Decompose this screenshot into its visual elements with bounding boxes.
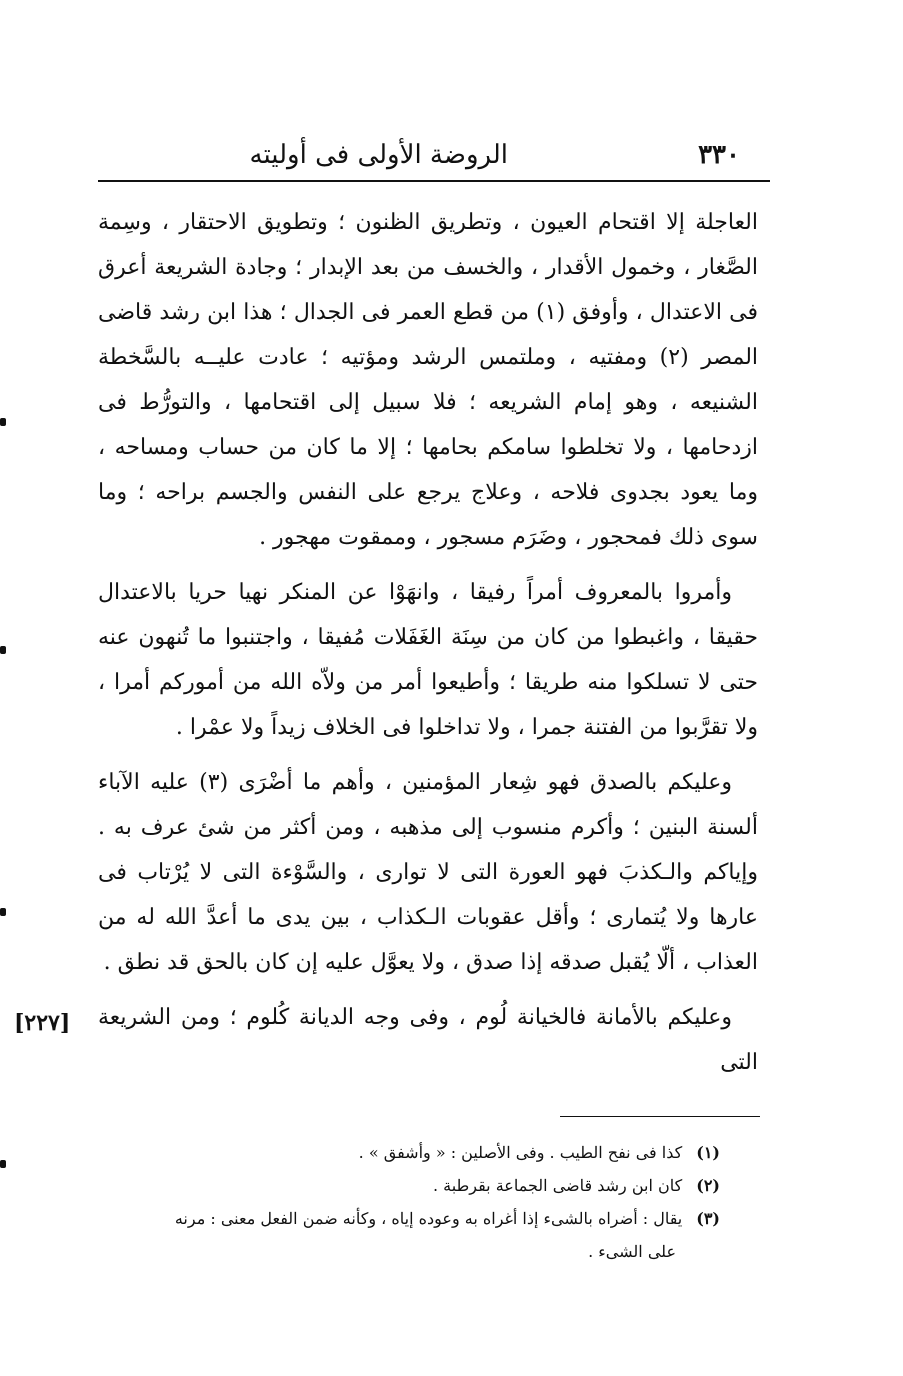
footnote xyxy=(98,1169,720,1202)
footnote-number: (٢) xyxy=(696,1176,720,1195)
page-header xyxy=(98,138,758,182)
footnote xyxy=(98,1136,720,1169)
margin-mark xyxy=(0,1160,6,1168)
footnote-number: (١) xyxy=(696,1143,720,1162)
page-number: ٣٣٠ xyxy=(698,140,740,170)
paragraph: وأمروا بالمعروف أمراً رفيقا ، وانهَوْا عن المنكر نهيا حريا بالاعتدال حقيقا ، واغبطوا من كان من سِنَة الغَفَلات مُفيقا ، واجتنبوا ما تُنهون عنه حتى لا تسلكوا منه طريقا ؛ وأطيعوا أمر من ولاّه الله من أموركم أمرا ، ولا تقرَّبوا من الفتنة جمرا ، ولا تداخلوا فى الخلاف زيداً ولا عمْرا . xyxy=(98,580,758,740)
paragraph: العاجلة إلا اقتحام العيون ، وتطريق الظنون ؛ وتطويق الاحتقار ، وسِمة الصَّغار ، وخمول الأقدار ، والخسف من بعد الإبدار ؛ وجادة الشريعة أعرق فى الاعتدال ، وأوفق (١) من قطع العمر فى الجدال ؛ هذا ابن رشد قاضى المصر (٢) ومفتيه ، وملتمس الرشد ومؤتيه ؛ عادت عليــه بالسَّخطة الشنيعه ، وهو إمام الشريعه ؛ فلا سبيل إلى اقتحامها ، والتورُّط فى ازدحامها ، ولا تخلطوا سامكم بحامها ؛ إلا ما كان من حساب ومساحه ، وما يعود بجدوى فلاحه ، وعلاج يرجع على النفس والجسم براحه ؛ وما سوى ذلك فمحجور ، وضَرَم مسجور ، وممقوت مهجور . xyxy=(98,210,759,550)
running-title: الروضة الأولى فى أوليته xyxy=(249,140,508,170)
footnote-text: كذا فى نفح الطيب . وفى الأصلين : « وأشفق » . xyxy=(358,1143,683,1162)
paragraph: وعليكم بالأمانة فالخيانة لُوم ، وفى وجه الديانة كُلوم ؛ ومن الشريعة التى xyxy=(98,1005,758,1075)
margin-page-reference: [٢٢٧] xyxy=(14,1010,71,1036)
paragraph: وعليكم بالصدق فهو شِعار المؤمنين ، وأهم ما أضْرَى (٣) عليه الآباء ألسنة البنين ؛ وأكرم منسوب إلى مذهبه ، ومن أكثر من شئ عرف به . وإياكم والـكذبَ فهو العورة التى لا توارى ، والسَّوْءة التى لا يُرْتاب فى عارها ولا يُتمارى ؛ وأقل عقوبات الـكذاب ، بين يدى ما أعدَّ الله له من العذاب ، ألّا يُقبل صدقه إذا صدق ، ولا يعوَّل عليه إن كان بالحق قد نطق . xyxy=(98,770,758,975)
footnote-continuation xyxy=(98,1235,720,1268)
footnote-rule xyxy=(560,1116,760,1117)
footnote-text: كان ابن رشد قاضى الجماعة بقرطبة . xyxy=(432,1176,683,1195)
footnote-number: (٣) xyxy=(696,1209,720,1228)
margin-mark xyxy=(0,418,6,426)
footnote xyxy=(98,1202,720,1235)
main-text xyxy=(98,200,758,1085)
margin-mark xyxy=(0,646,6,654)
footnote-text: يقال : أضراه بالشىء إذا أغراه به وعوده إياه ، وكأنه ضمن الفعل معنى : مرنه xyxy=(174,1209,683,1228)
margin-mark xyxy=(0,908,6,916)
header-rule xyxy=(98,180,770,182)
footnotes xyxy=(98,1136,720,1268)
footnote-text: على الشىء . xyxy=(588,1242,676,1261)
